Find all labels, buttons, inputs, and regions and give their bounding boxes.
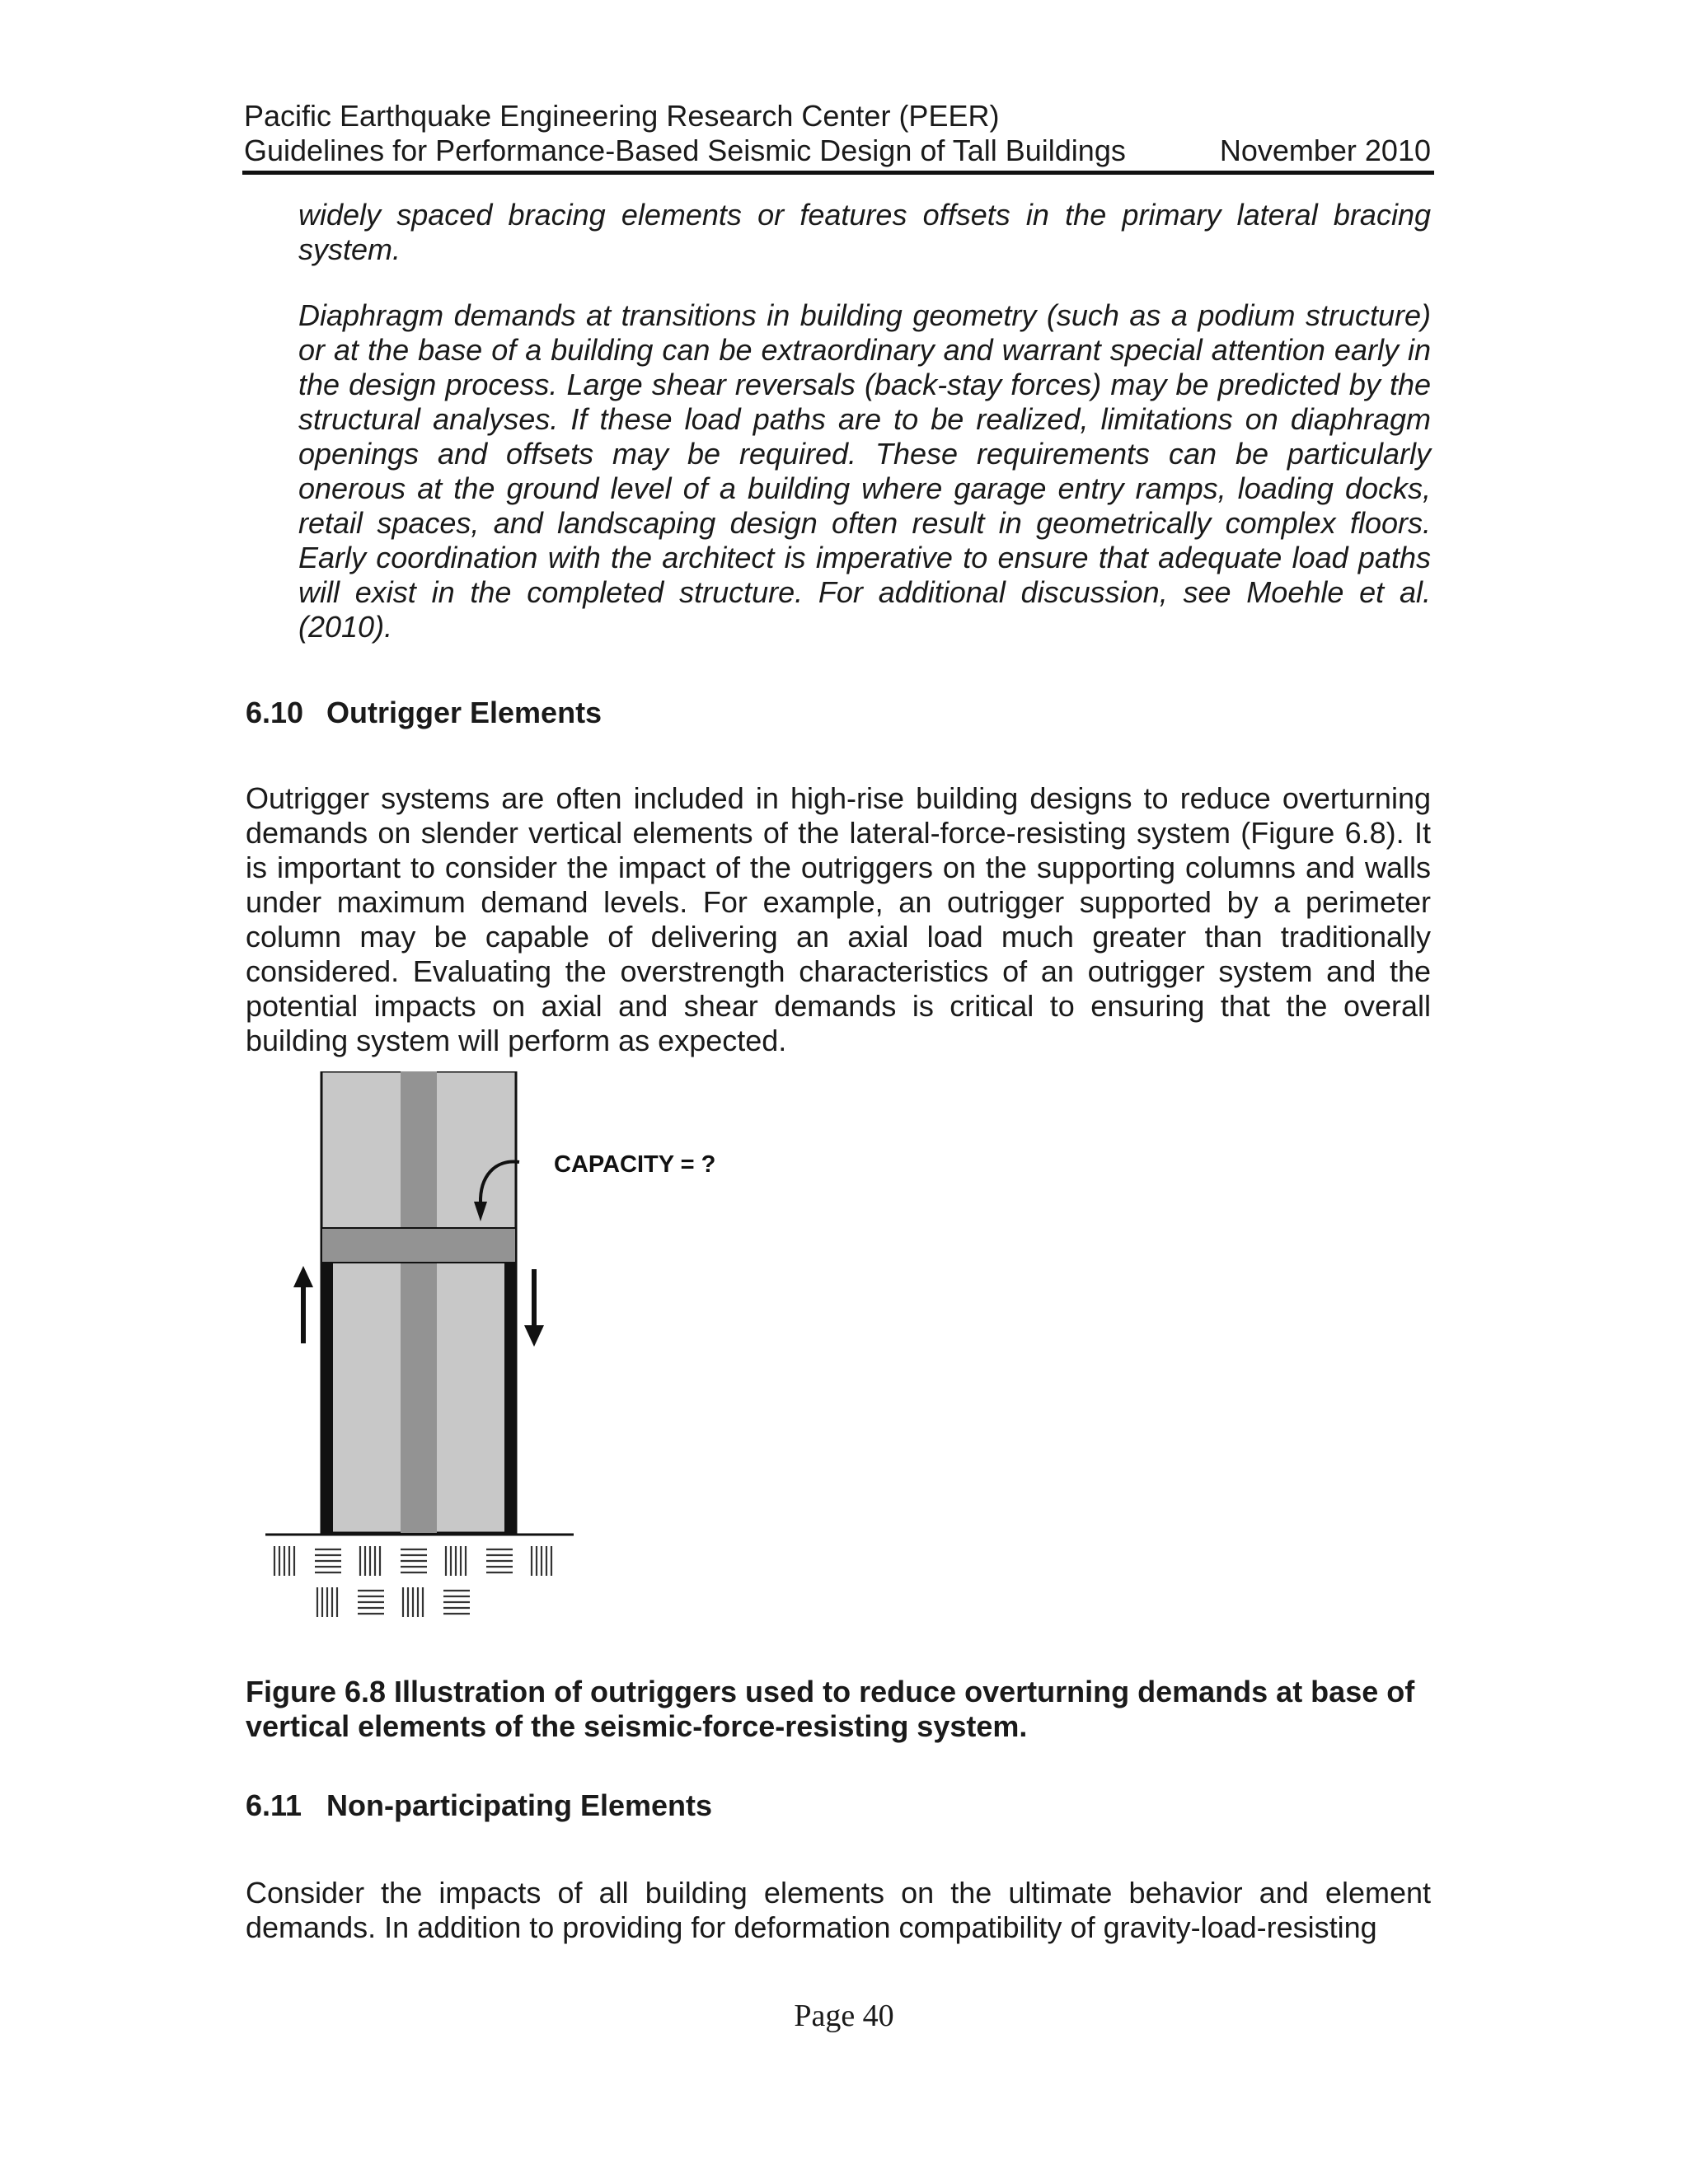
- commentary-paragraph-2: Diaphragm demands at transitions in building geometry (such as a podium structure) or at the base of a building can be extraordinary and warrant special attention early in the design process. Large shear reversals (back-stay forces) may be predicted by the structural analyses. If these load paths are to be realized, limitations on diaphragm openings and offsets may be required. These requirements can be particularly onerous at the ground level of a building where garage entry ramps, loading docks, retail spaces, and landscaping design often result in geometrically complex floors. Early coordination with the architect is imperative to ensure that adequate load paths will exist in the completed structure. For additional discussion, see Moehle et al. (2010).: [298, 298, 1431, 644]
- outrigger-figure: [247, 1071, 775, 1648]
- section-heading-6-11: [246, 1788, 712, 1823]
- perimeter-column-left: [321, 1263, 333, 1533]
- running-header-title: Guidelines for Performance-Based Seismic Design of Tall Buildings: [244, 134, 1126, 167]
- section-heading-6-10: [246, 696, 602, 730]
- figure-caption: Figure 6.8 Illustration of outriggers used to reduce overturning demands at base of vertical elements of the seismic-force-resisting system.: [246, 1675, 1415, 1743]
- running-header-org: Pacific Earthquake Engineering Research Center (PEER): [244, 99, 1000, 133]
- down-arrow-icon: [524, 1269, 544, 1347]
- perimeter-column-right: [504, 1263, 516, 1533]
- section-6-11-body: Consider the impacts of all building elements on the ultimate behavior and element demands. In addition to providing for deformation compatibility of gravity-load-resisting: [246, 1876, 1431, 1944]
- section-title: Outrigger Elements: [326, 696, 603, 729]
- header-rule: [242, 171, 1434, 175]
- outrigger-beam: [321, 1228, 516, 1263]
- up-arrow-icon: [293, 1266, 313, 1343]
- section-title: Non-participating Elements: [326, 1788, 713, 1822]
- commentary-paragraph-1: widely spaced bracing elements or features offsets in the primary lateral bracing system.: [298, 198, 1431, 266]
- capacity-label: CAPACITY = ?: [554, 1151, 716, 1178]
- section-number: 6.10: [246, 696, 304, 729]
- running-header-date: November 2010: [1219, 134, 1431, 167]
- core-wall: [401, 1071, 437, 1533]
- section-6-10-body: Outrigger systems are often included in high-rise building designs to reduce overturning demands on slender vertical elements of the lateral-force-resisting system (Figure 6.8). It is important to consider the impact of the outriggers on the supporting columns and walls under maximum demand levels. For example, an outrigger supported by a perimeter column may be capable of delivering an axial load much greater than traditionally considered. Evaluating the overstrength characteristics of an outrigger system and the potential impacts on axial and shear demands is critical to ensuring that the overall building system will perform as expected.: [246, 781, 1431, 1057]
- section-number: 6.11: [246, 1788, 302, 1822]
- page-number: Page 40: [794, 1999, 894, 2033]
- running-header-title-row: [244, 134, 1431, 168]
- soil-hatch: [274, 1546, 551, 1617]
